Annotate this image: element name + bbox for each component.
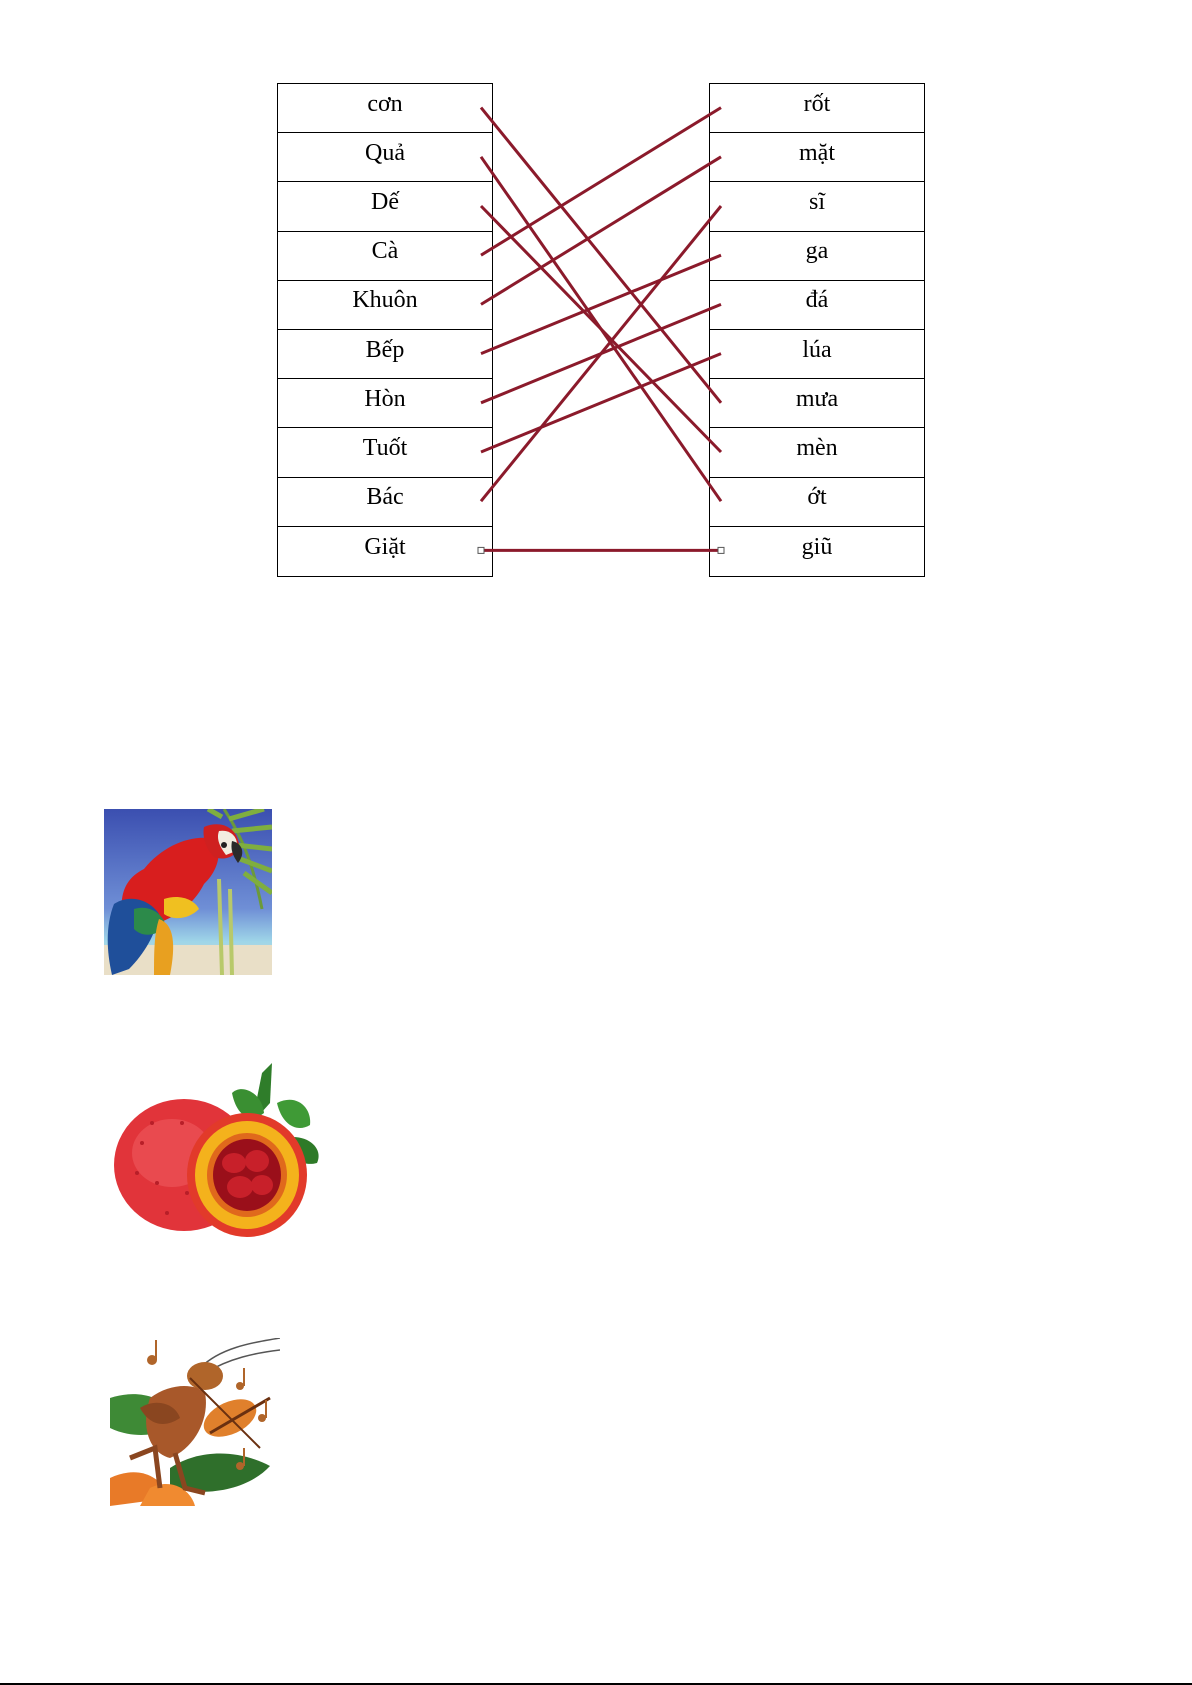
match-line: [481, 108, 721, 256]
right-word[interactable]: đá: [710, 281, 924, 330]
parrot-picture: [104, 809, 272, 975]
match-line: [481, 206, 721, 452]
right-word[interactable]: ga: [710, 232, 924, 281]
left-word[interactable]: Bác: [278, 478, 492, 527]
gac-fruit-picture: [112, 1063, 324, 1245]
left-word-column: [277, 83, 493, 577]
right-word[interactable]: rốt: [710, 84, 924, 133]
right-word-column: [709, 83, 925, 577]
right-word[interactable]: mặt: [710, 133, 924, 182]
cricket-violin-picture: [110, 1338, 280, 1506]
right-word[interactable]: mèn: [710, 428, 924, 477]
right-word[interactable]: ớt: [710, 478, 924, 527]
match-line: [481, 255, 721, 353]
left-word[interactable]: cơn: [278, 84, 492, 133]
left-word[interactable]: Hòn: [278, 379, 492, 428]
match-line: [481, 157, 721, 305]
left-word[interactable]: Dế: [278, 182, 492, 231]
right-word[interactable]: sĩ: [710, 182, 924, 231]
left-word[interactable]: Khuôn: [278, 281, 492, 330]
match-line: [481, 157, 721, 501]
match-line: [481, 304, 721, 402]
match-line: [481, 354, 721, 452]
right-word[interactable]: mưa: [710, 379, 924, 428]
left-word[interactable]: Bếp: [278, 330, 492, 379]
left-word[interactable]: Cà: [278, 232, 492, 281]
match-line: [481, 108, 721, 403]
left-word[interactable]: Giặt: [364, 533, 406, 560]
left-word[interactable]: Tuốt: [278, 428, 492, 477]
left-word[interactable]: Quả: [278, 133, 492, 182]
match-line: [481, 206, 721, 501]
right-word[interactable]: lúa: [710, 330, 924, 379]
right-word[interactable]: giũ: [801, 533, 833, 560]
